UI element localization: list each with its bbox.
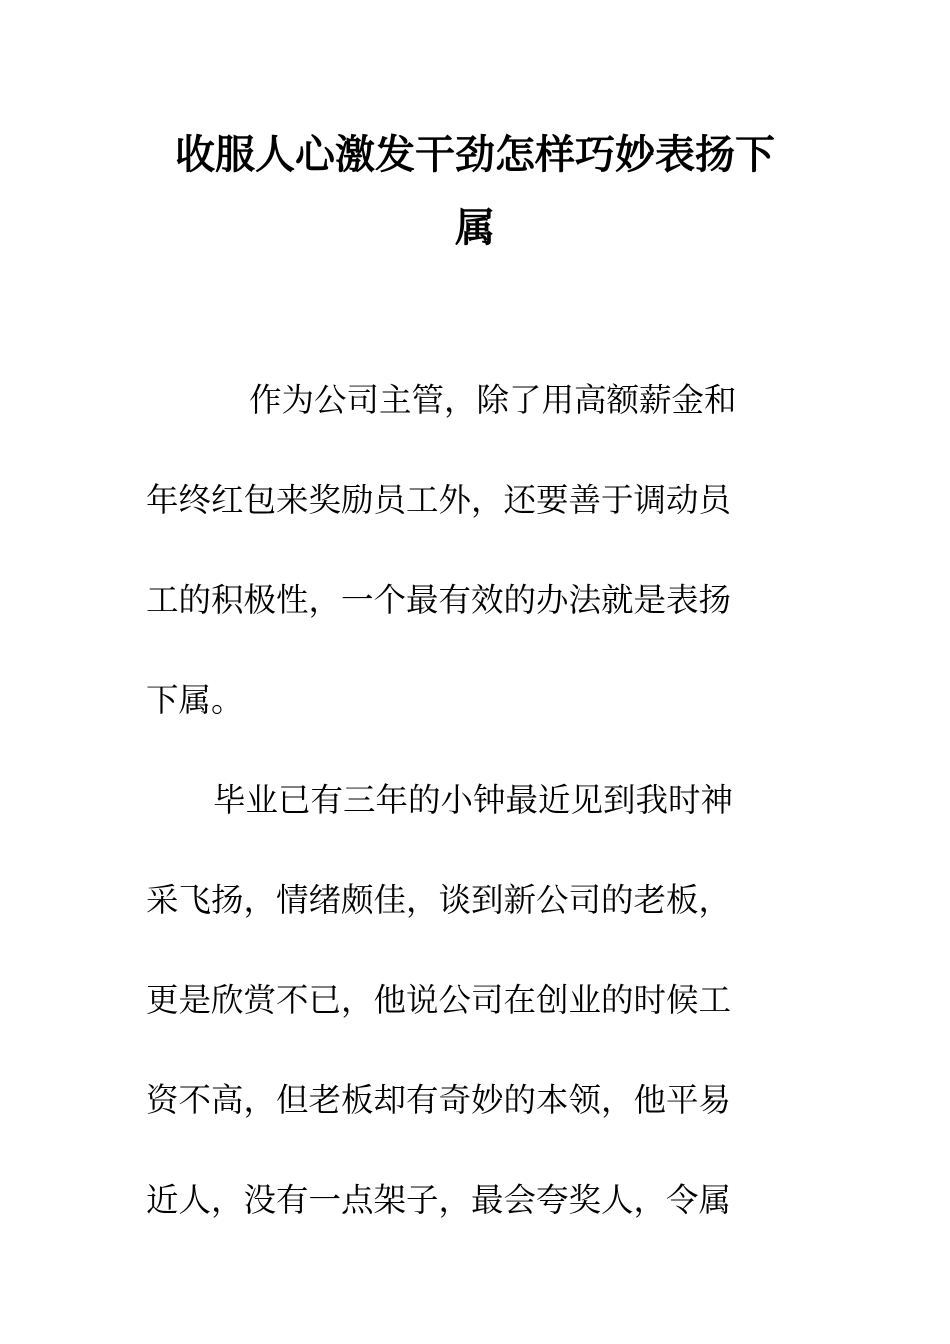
paragraph-1-line-4: 下属。 bbox=[146, 681, 244, 719]
paragraph-1-line-2: 年终红包来奖励员工外，还要善于调动员 bbox=[146, 481, 732, 519]
document-title-line-2: 属 bbox=[455, 205, 495, 251]
document-title-line-1: 收服人心激发干劲怎样巧妙表扬下 bbox=[175, 132, 775, 178]
paragraph-2-line-5: 近人，没有一点架子，最会夸奖人，令属 bbox=[146, 1181, 732, 1219]
paragraph-1-line-3: 工的积极性，一个最有效的办法就是表扬 bbox=[146, 581, 732, 619]
paragraph-2-line-3: 更是欣赏不已，他说公司在创业的时候工 bbox=[146, 981, 732, 1019]
paragraph-1-line-1: 作为公司主管，除了用高额薪金和 bbox=[249, 381, 737, 419]
paragraph-2-line-4: 资不高，但老板却有奇妙的本领，他平易 bbox=[146, 1081, 732, 1119]
paragraph-2-line-1: 毕业已有三年的小钟最近见到我时神 bbox=[213, 781, 734, 819]
paragraph-2-line-2: 采飞扬，情绪颇佳，谈到新公司的老板， bbox=[146, 881, 732, 919]
